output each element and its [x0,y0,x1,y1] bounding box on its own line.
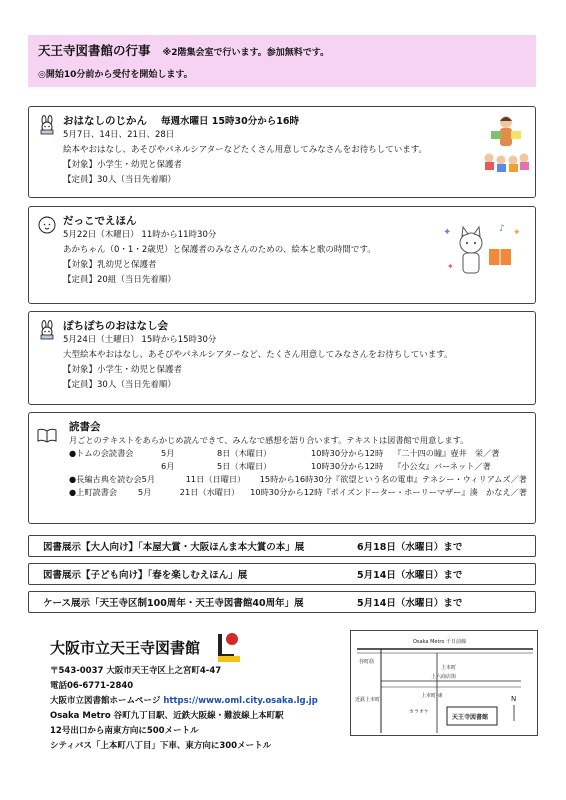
event-capacity: 【定員】30人（当日先着順） [63,175,176,185]
exhibit-children [28,563,536,585]
event-schedule: 毎週水曜日 15時30分から16時 [161,116,299,127]
table-row: ●上町読書会 5月 21日（水曜日） 10時30分から12時 『ポイズンドーター・ホーリーマザー』湊 かなえ／著 [69,487,527,497]
event-title: ぽちぽちのおはなし会 [63,320,168,332]
event-card-dakko [28,206,536,304]
exhibit-title: 図書展示【大人向け】「本屋大賞・大阪ほんま本大賞の本」展 [43,542,305,553]
reading-club-title: 読書会 [69,421,101,433]
library-info [50,630,360,754]
baby-face-icon [37,215,57,235]
access-bus: シティバス「上本町八丁目」下車、東方向に300メートル [50,741,272,751]
map-label-uehommachi: 上本町 [441,665,457,671]
homepage-link[interactable]: https://www.oml.city.osaka.lg.jp [163,696,318,706]
map-label-mall: 上六商店街 [431,674,457,680]
open-book-icon [37,425,57,445]
map-label-library: 天王寺図書館 [452,714,489,721]
header-title: 天王寺図書館の行事 [38,43,151,58]
event-dates: 5月24日（土曜日） 15時から15時30分 [63,335,217,345]
event-dates: 5月7日、14日、21日、28日 [63,130,175,140]
event-target: 【対象】乳幼児と保護者 [63,260,157,270]
storyteller-illustration [481,113,531,173]
header-note: ※2階集会室で行います。参加無料です。 [162,48,330,58]
library-address: 〒543-0037 大阪市天王寺区上之宮町4-47 [50,666,222,676]
access-map [350,630,538,736]
map-north-label: N [511,695,517,703]
exhibit-title: ケース展示「天王寺区制100周年・天王寺図書館40周年」展 [43,598,304,609]
reading-club-schedule [69,447,527,499]
svg-text:✦: ✦ [513,228,521,238]
event-description: 絵本やおはなし、あそびやパネルシアターなどたくさん用意してみなさんをお待ちしています。 [63,145,428,155]
exhibit-title: 図書展示【子ども向け】「春を楽しむえほん」展 [43,570,248,581]
access-exit: 12号出口から南東方向に500メートル [50,726,199,736]
map-label-kintetsu: 近鉄上本町 [355,697,381,703]
event-card-pochipochi [28,311,536,405]
event-description: 大型絵本やおはなし、あそびやパネルシアターなど、たくさん用意してみなさんをお待ちしています。 [63,350,453,360]
event-card-reading-club [28,412,536,524]
event-capacity: 【定員】20組（当日先着順） [63,275,176,285]
table-row: 6月 5日（木曜日） 10時30分から12時 『小公女』バーネット／著 [161,461,491,471]
library-phone: 電話06-6771-2840 [50,681,134,691]
homepage-label: 大阪市立図書館ホームページ [50,696,161,706]
bunny-book-icon [37,320,57,340]
table-row: ●長編古典を読む会 5月 11日（日曜日） 15時から16時30分 『欲望という名の電車』テネシー・ウィリアムズ／著 [69,474,527,484]
map-label-shop: カラオケ [409,709,429,715]
exhibit-date: 6月18日（水曜日）まで [357,542,463,553]
event-capacity: 【定員】30人（当日先着順） [63,380,176,390]
svg-text:✦: ✦ [443,227,452,238]
header-reception: ◎開始10分前から受付を開始します。 [38,70,193,80]
event-dates: 5月22日（木曜日） 11時から11時30分 [63,230,217,240]
events-header [28,35,536,87]
map-label-line: Osaka Metro 千日前線 [413,639,467,645]
exhibit-date: 5月14日（水曜日）まで [357,570,463,581]
event-target: 【対象】小学生・幼児と保護者 [63,365,183,375]
map-label-tanimachi: 谷町筋 [359,659,375,665]
svg-text:♪: ♪ [499,224,505,234]
map-label-uehon-east: 上本町-東 [421,693,443,699]
map-drawing [351,631,537,735]
bunny-book-icon [37,115,57,135]
event-title: おはなしのじかん [63,115,147,127]
library-logo-icon [214,630,244,664]
event-description: あかちゃん（0・1・2歳児）と保護者のみなさんのための、絵本と歌の時間です。 [63,245,376,255]
exhibit-case [28,591,536,613]
event-card-ohanashi [28,106,536,198]
table-row: ●トムの会読書会 5月 8日（木曜日） 10時30分から12時 『二十四の瞳』壺井 栄／著 [69,448,500,458]
event-title: だっこでえほん [63,215,137,227]
exhibit-adult [28,535,536,557]
library-name: 大阪市立天王寺図書館 [50,638,201,657]
svg-text:✦: ✦ [447,262,454,271]
cat-reading-illustration [439,221,525,279]
exhibit-date: 5月14日（水曜日）まで [357,598,463,609]
event-target: 【対象】小学生・幼児と保護者 [63,160,183,170]
access-metro: Osaka Metro 谷町九丁目駅、近鉄大阪線・難波線上本町駅 [50,711,284,721]
reading-club-description: 月ごとのテキストをあらかじめ読んできて、みんなで感想を語り合います。テキストは図書館で用意します。 [69,435,469,445]
